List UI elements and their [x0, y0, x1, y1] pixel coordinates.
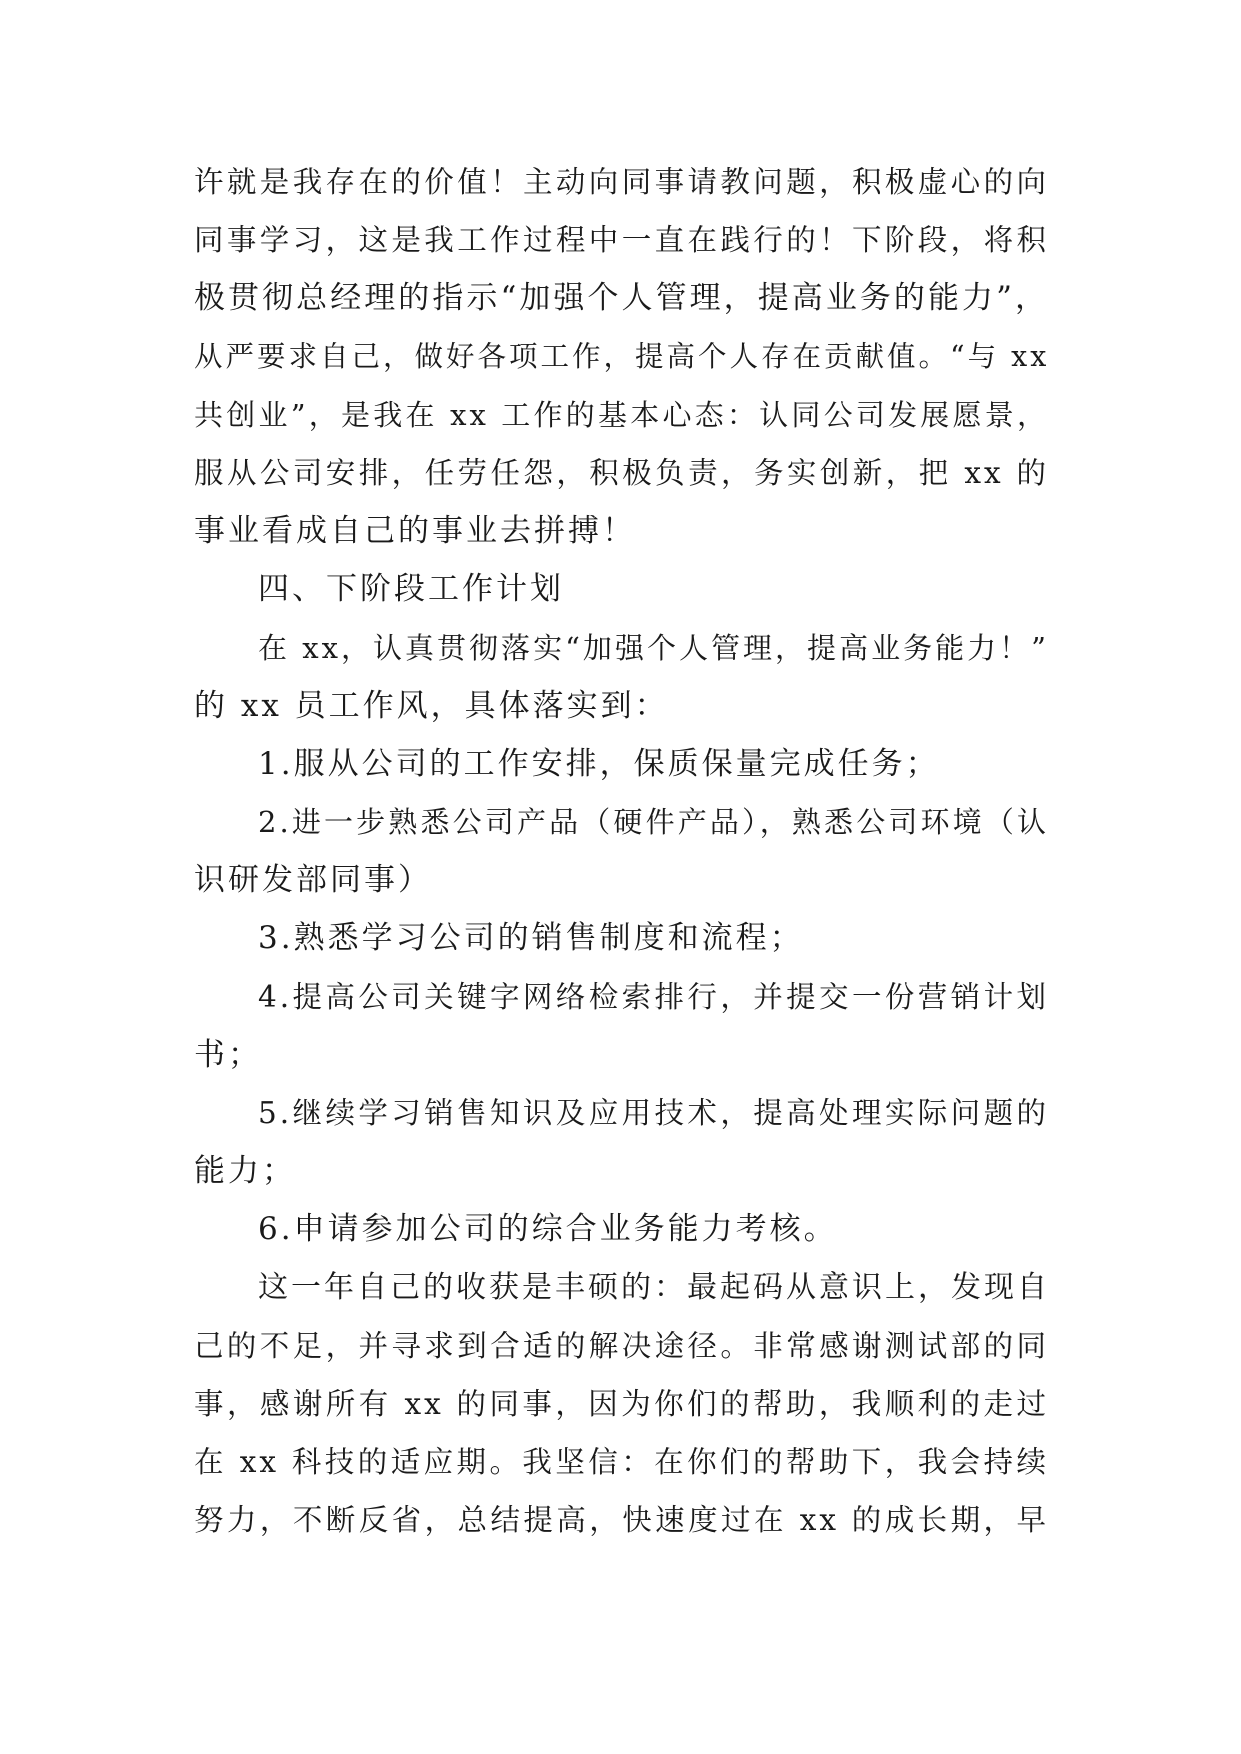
text-line: 1.服从公司的工作安排，保质保量完成任务； — [258, 745, 940, 782]
text-line: 6.申请参加公司的综合业务能力考核。 — [258, 1211, 838, 1248]
text-line: 许就是我存在的价值！主动向同事请教问题，积极虚心的向 — [194, 165, 1049, 199]
document-body — [194, 153, 1049, 1550]
text-line: 的 xx 员工作风，具体落实到： — [194, 687, 669, 724]
text-line: 在 xx，认真贯彻落实“加强个人管理，提高业务能力！” — [258, 630, 1049, 665]
text-line: 识研发部同事） — [194, 862, 432, 899]
text-line: 这一年自己的收获是丰硕的：最起码从意识上，发现自 — [258, 1269, 1050, 1305]
text-line: 从严要求自己，做好各项工作，提高个人存在贡献值。“与 xx — [194, 339, 1050, 373]
text-line: 服从公司安排，任劳任怨，积极负责，务实创新，把 xx 的 — [194, 455, 1049, 490]
text-line: 己的不足，并寻求到合适的解决途径。非常感谢测试部的同 — [194, 1328, 1049, 1363]
text-line: 极贯彻总经理的指示“加强个人管理，提高业务的能力”， — [194, 280, 1049, 317]
text-line: 努力，不断反省，总结提高，快速度过在 xx 的成长期，早 — [194, 1503, 1049, 1538]
text-line: 四、下阶段工作计划 — [258, 571, 564, 608]
text-line: 4.提高公司关键字网络检索排行，并提交一份营销计划 — [258, 979, 1049, 1014]
text-line: 在 xx 科技的适应期。我坚信：在你们的帮助下，我会持续 — [194, 1445, 1049, 1480]
text-line: 2.进一步熟悉公司产品（硬件产品），熟悉公司环境（认 — [258, 805, 1049, 840]
text-line: 共创业”，是我在 xx 工作的基本心态：认同公司发展愿景， — [194, 397, 1049, 432]
text-line: 能力； — [194, 1153, 296, 1190]
text-line: 3.熟悉学习公司的销售制度和流程； — [258, 920, 804, 957]
text-line: 事业看成自己的事业去拼搏！ — [194, 513, 636, 550]
text-line: 同事学习，这是我工作过程中一直在践行的！下阶段，将积 — [194, 223, 1049, 258]
text-line: 5.继续学习销售知识及应用技术，提高处理实际问题的 — [258, 1096, 1049, 1130]
text-line: 事，感谢所有 xx 的同事，因为你们的帮助，我顺利的走过 — [194, 1386, 1049, 1421]
text-line: 书； — [194, 1036, 262, 1073]
